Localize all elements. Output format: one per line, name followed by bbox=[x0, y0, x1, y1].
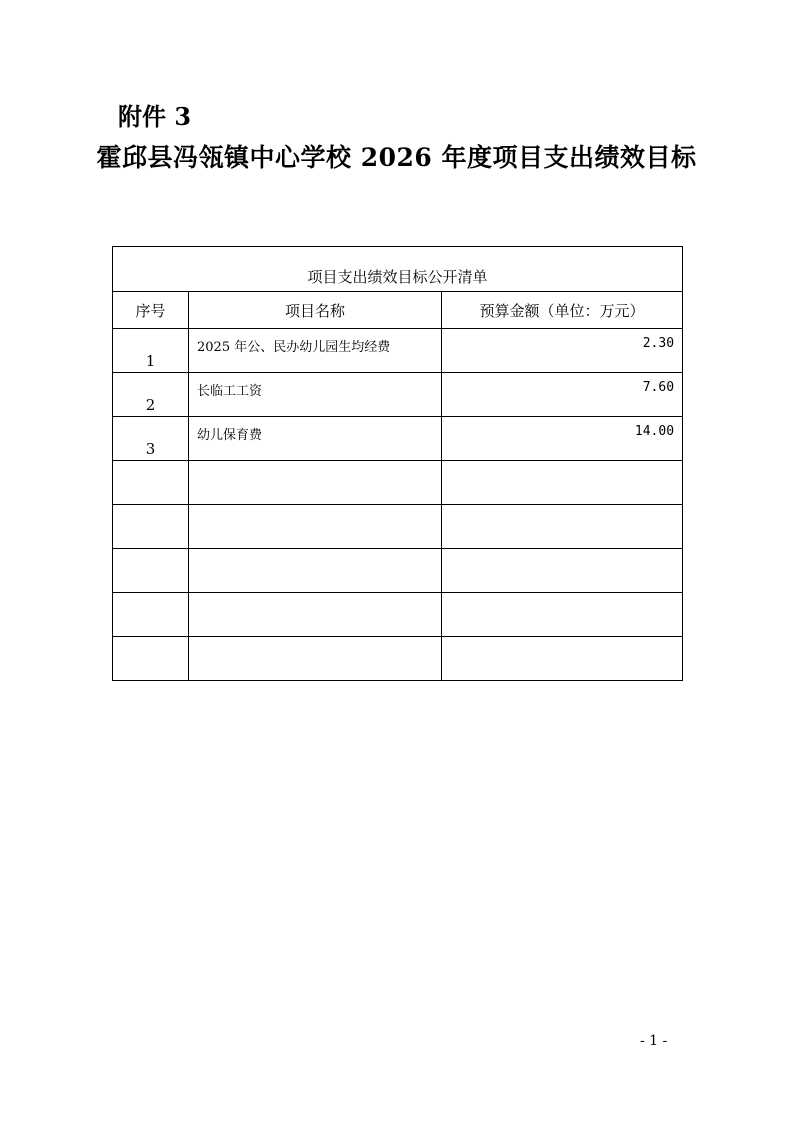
row-budget-amount bbox=[442, 549, 683, 593]
attachment-label: 附件 3 bbox=[118, 102, 192, 131]
table-row-empty bbox=[113, 461, 683, 505]
table-row-empty bbox=[113, 637, 683, 681]
row-seq bbox=[113, 505, 189, 549]
row-budget-amount: 2.30 bbox=[442, 329, 683, 373]
table-row-empty bbox=[113, 549, 683, 593]
performance-target-table bbox=[112, 246, 683, 681]
row-seq bbox=[113, 593, 189, 637]
table-row-empty bbox=[113, 505, 683, 549]
row-project-name bbox=[189, 593, 442, 637]
row-seq: 1 bbox=[113, 329, 189, 373]
header-project-name: 项目名称 bbox=[189, 292, 442, 329]
row-seq bbox=[113, 461, 189, 505]
table-row bbox=[113, 373, 683, 417]
row-project-name bbox=[189, 461, 442, 505]
row-seq: 2 bbox=[113, 373, 189, 417]
header-budget-amount: 预算金额（单位：万元） bbox=[442, 292, 683, 329]
row-budget-amount bbox=[442, 505, 683, 549]
table-row bbox=[113, 329, 683, 373]
row-budget-amount bbox=[442, 593, 683, 637]
row-seq bbox=[113, 549, 189, 593]
row-budget-amount: 7.60 bbox=[442, 373, 683, 417]
page-number: - 1 - bbox=[640, 1033, 668, 1049]
header-seq: 序号 bbox=[113, 292, 189, 329]
row-project-name: 2025 年公、民办幼儿园生均经费 bbox=[189, 329, 442, 373]
table-caption: 项目支出绩效目标公开清单 bbox=[113, 247, 683, 292]
row-project-name bbox=[189, 637, 442, 681]
row-budget-amount bbox=[442, 461, 683, 505]
row-project-name bbox=[189, 505, 442, 549]
row-project-name: 幼儿保育费 bbox=[189, 417, 442, 461]
document-title: 霍邱县冯瓴镇中心学校 2026 年度项目支出绩效目标 bbox=[96, 143, 697, 172]
table-row bbox=[113, 417, 683, 461]
row-budget-amount: 14.00 bbox=[442, 417, 683, 461]
table-header-row bbox=[113, 292, 683, 329]
row-project-name bbox=[189, 549, 442, 593]
row-budget-amount bbox=[442, 637, 683, 681]
row-seq bbox=[113, 637, 189, 681]
table-row-empty bbox=[113, 593, 683, 637]
row-seq: 3 bbox=[113, 417, 189, 461]
row-project-name: 长临工工资 bbox=[189, 373, 442, 417]
